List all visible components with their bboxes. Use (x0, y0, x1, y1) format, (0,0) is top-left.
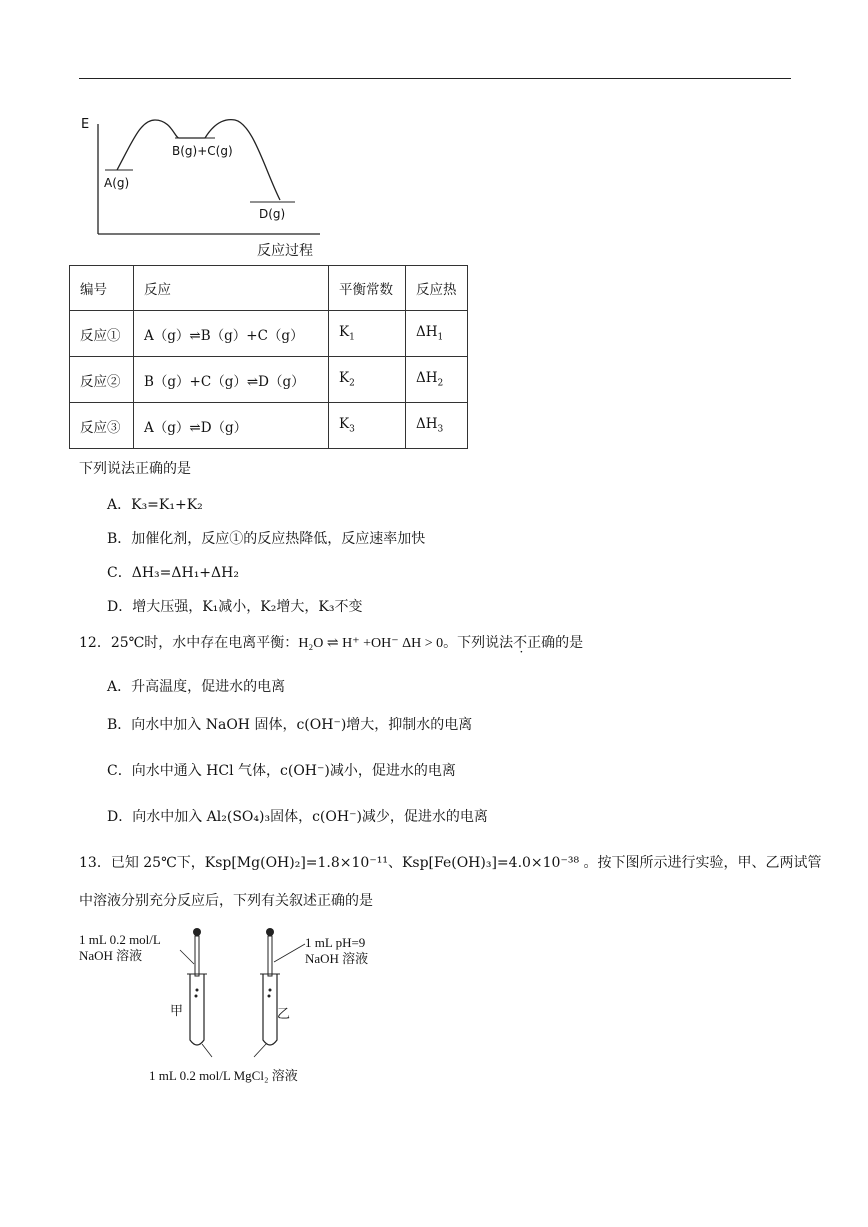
header-h: 反应热 (406, 266, 468, 311)
q13-line-1: 13．已知 25℃下，Ksp[Mg(OH)₂]=1.8×10⁻¹¹、Ksp[Fe(OH)₃]=4.0×10⁻³⁸ 。按下图所示进行实验，甲、乙两试管 (79, 855, 822, 871)
bottom-reagent-label: 1 mL 0.2 mol/L MgCl₂ 溶液 (149, 1068, 298, 1083)
energy-axis-label: E (81, 117, 90, 132)
header-reaction: 反应 (134, 266, 329, 311)
species-a-label: A(g) (104, 176, 130, 190)
q13-line-2: 中溶液分别充分反应后，下列有关叙述正确的是 (79, 893, 373, 909)
table-row (70, 403, 468, 449)
q12-stem: 12．25℃时，水中存在电离平衡：H₂O ⇌ H⁺ +OH⁻ ΔH > 0。下列说法不正确的是 (79, 635, 584, 651)
reaction-progress-label: 反应过程 (257, 243, 313, 259)
row-k: $K_1$ (329, 311, 406, 357)
tube-label-jia: 甲 (170, 1004, 184, 1019)
experiment-figure (150, 922, 330, 1062)
row-h: $\Delta H_2$ (406, 357, 468, 403)
row-k: $K_2$ (329, 357, 406, 403)
q11-option-c: C．ΔH₃=ΔH₁+ΔH₂ (107, 565, 239, 581)
left-reagent-line-2: NaOH 溶液 (79, 948, 143, 963)
row-reaction: A（g）⇌B（g）+C（g） (134, 311, 329, 357)
q11-option-a: A．K₃=K₁+K₂ (107, 497, 203, 513)
q11-stem: 下列说法正确的是 (79, 461, 191, 477)
table-header-row (70, 266, 468, 311)
table-row (70, 311, 468, 357)
q12-option-d: D．向水中加入 Al₂(SO₄)₃固体，c(OH⁻)减少，促进水的电离 (107, 809, 488, 825)
species-bc-label: B(g)+C(g) (172, 144, 233, 158)
row-reaction: A（g）⇌D（g） (134, 403, 329, 449)
right-reagent-line-1: 1 mL pH=9 (305, 935, 366, 950)
row-h: $\Delta H_1$ (406, 311, 468, 357)
tube-label-yi: 乙 (277, 1007, 291, 1022)
table-row (70, 357, 468, 403)
reaction-table (69, 265, 468, 449)
q11-option-b: B．加催化剂，反应①的反应热降低，反应速率加快 (107, 531, 426, 547)
row-reaction: B（g）+C（g）⇌D（g） (134, 357, 329, 403)
header-k: 平衡常数 (329, 266, 406, 311)
row-k: $K_3$ (329, 403, 406, 449)
right-reagent-line-2: NaOH 溶液 (305, 951, 369, 966)
row-id: 反应① (70, 311, 134, 357)
row-h: $\Delta H_3$ (406, 403, 468, 449)
species-d-label: D(g) (259, 207, 286, 221)
header-rule (79, 78, 791, 79)
row-id: 反应③ (70, 403, 134, 449)
left-reagent-line-1: 1 mL 0.2 mol/L (79, 932, 161, 947)
q12-option-b: B．向水中加入 NaOH 固体，c(OH⁻)增大，抑制水的电离 (107, 717, 473, 733)
q11-option-d: D．增大压强，K₁减小，K₂增大，K₃不变 (107, 599, 363, 615)
q12-option-a: A．升高温度，促进水的电离 (107, 679, 286, 695)
row-id: 反应② (70, 357, 134, 403)
header-id: 编号 (70, 266, 134, 311)
q12-option-c: C．向水中通入 HCl 气体，c(OH⁻)减小，促进水的电离 (107, 763, 456, 779)
